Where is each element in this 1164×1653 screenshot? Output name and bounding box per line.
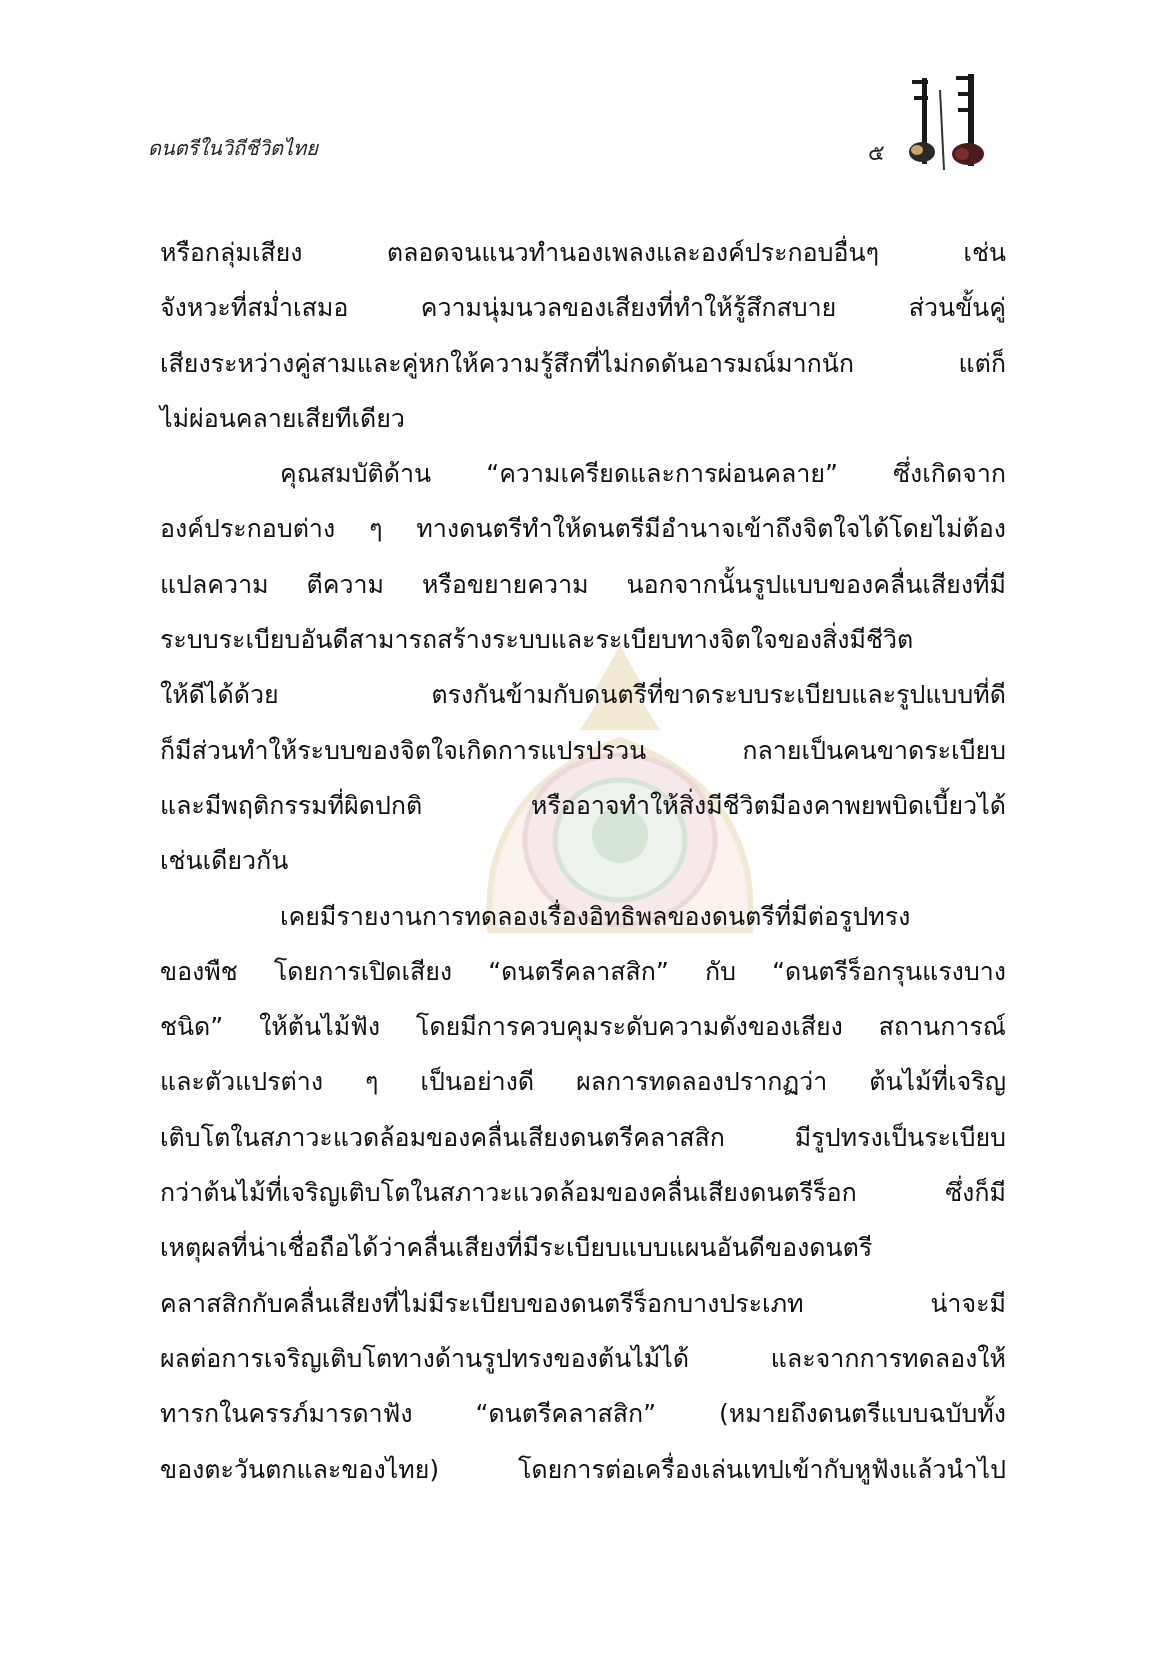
text-line: คุณสมบัติด้าน “ความเครียดและการผ่อนคลาย” ซึ่งเกิดจาก	[280, 459, 1006, 489]
text-line: ไม่ผ่อนคลายเสียทีเดียว	[160, 403, 405, 433]
text-line: คลาสสิกกับคลื่นเสียงที่ไม่มีระเบียบของดนตรีร็อกบางประเภท น่าจะมี	[160, 1288, 1006, 1318]
text-line: กว่าต้นไม้ที่เจริญเติบโตในสภาวะแวดล้อมของคลื่นเสียงดนตรีร็อก ซึ่งก็มี	[160, 1178, 1006, 1208]
text-line: และมีพฤติกรรมที่ผิดปกติ หรืออาจทำให้สิ่งมีชีวิตมีองคาพยพบิดเบี้ยวได้	[160, 790, 1006, 820]
paragraph-2	[160, 446, 1006, 888]
text-line: ผลต่อการเจริญเติบโตทางด้านรูปทรงของต้นไม้ได้ และจากการทดลองให้	[160, 1343, 1006, 1373]
paragraph-3	[160, 889, 1006, 1497]
text-line: แปลความ ตีความ หรือขยายความ นอกจากนั้นรูปแบบของคลื่นเสียงที่มี	[160, 569, 1006, 599]
text-line: เติบโตในสภาวะแวดล้อมของคลื่นเสียงดนตรีคลาสสิก มีรูปทรงเป็นระเบียบ	[160, 1122, 1006, 1152]
text-line: และตัวแปรต่าง ๆ เป็นอย่างดี ผลการทดลองปรากฏว่า ต้นไม้ที่เจริญ	[160, 1067, 1006, 1097]
running-title: ดนตรีในวิถีชีวิตไทย	[148, 136, 318, 160]
text-line: ของตะวันตกและของไทย) โดยการต่อเครื่องเล่นเทปเข้ากับหูฟังแล้วนำไป	[160, 1454, 1006, 1484]
saw-instrument-icon	[900, 70, 1010, 180]
text-line: ก็มีส่วนทำให้ระบบของจิตใจเกิดการแปรปรวน กลายเป็นคนขาดระเบียบ	[160, 735, 1006, 765]
text-line: ระบบระเบียบอันดีสามารถสร้างระบบและระเบียบทางจิตใจของสิ่งมีชีวิต	[160, 625, 914, 655]
body-text	[160, 225, 1006, 1497]
page-number: ๕	[868, 141, 885, 166]
text-line: ทารกในครรภ์มารดาฟัง “ดนตรีคลาสสิก” (หมายถึงดนตรีแบบฉบับทั้ง	[160, 1399, 1006, 1429]
text-line: หรือกลุ่มเสียง ตลอดจนแนวทำนองเพลงและองค์ประกอบอื่นๆ เช่น	[160, 238, 1006, 267]
text-line: เหตุผลที่น่าเชื่อถือได้ว่าคลื่นเสียงที่มีระเบียบแบบแผนอันดีของดนตรี	[160, 1233, 873, 1263]
text-line: เช่นเดียวกัน	[160, 846, 289, 876]
text-line: องค์ประกอบต่าง ๆ ทางดนตรีทำให้ดนตรีมีอำนาจเข้าถึงจิตใจได้โดยไม่ต้อง	[160, 514, 1006, 544]
text-line: จังหวะที่สม่ำเสมอ ความนุ่มนวลของเสียงที่ทำให้รู้สึกสบาย ส่วนขั้นคู่	[160, 293, 1006, 323]
text-line: เคยมีรายงานการทดลองเรื่องอิทธิพลของดนตรีที่มีต่อรูปทรง	[280, 901, 911, 931]
text-line: เสียงระหว่างคู่สามและคู่หกให้ความรู้สึกที่ไม่กดดันอารมณ์มากนัก แต่ก็	[160, 348, 1006, 378]
text-line: ให้ดีได้ด้วย ตรงกันข้ามกับดนตรีที่ขาดระบบระเบียบและรูปแบบที่ดี	[160, 680, 1006, 710]
text-line: ของพืช โดยการเปิดเสียง “ดนตรีคลาสสิก” กับ “ดนตรีร็อกรุนแรงบาง	[160, 956, 1006, 986]
paragraph-1	[160, 225, 1006, 446]
text-line: ชนิด” ให้ต้นไม้ฟัง โดยมีการควบคุมระดับความดังของเสียง สถานการณ์	[160, 1012, 1006, 1042]
